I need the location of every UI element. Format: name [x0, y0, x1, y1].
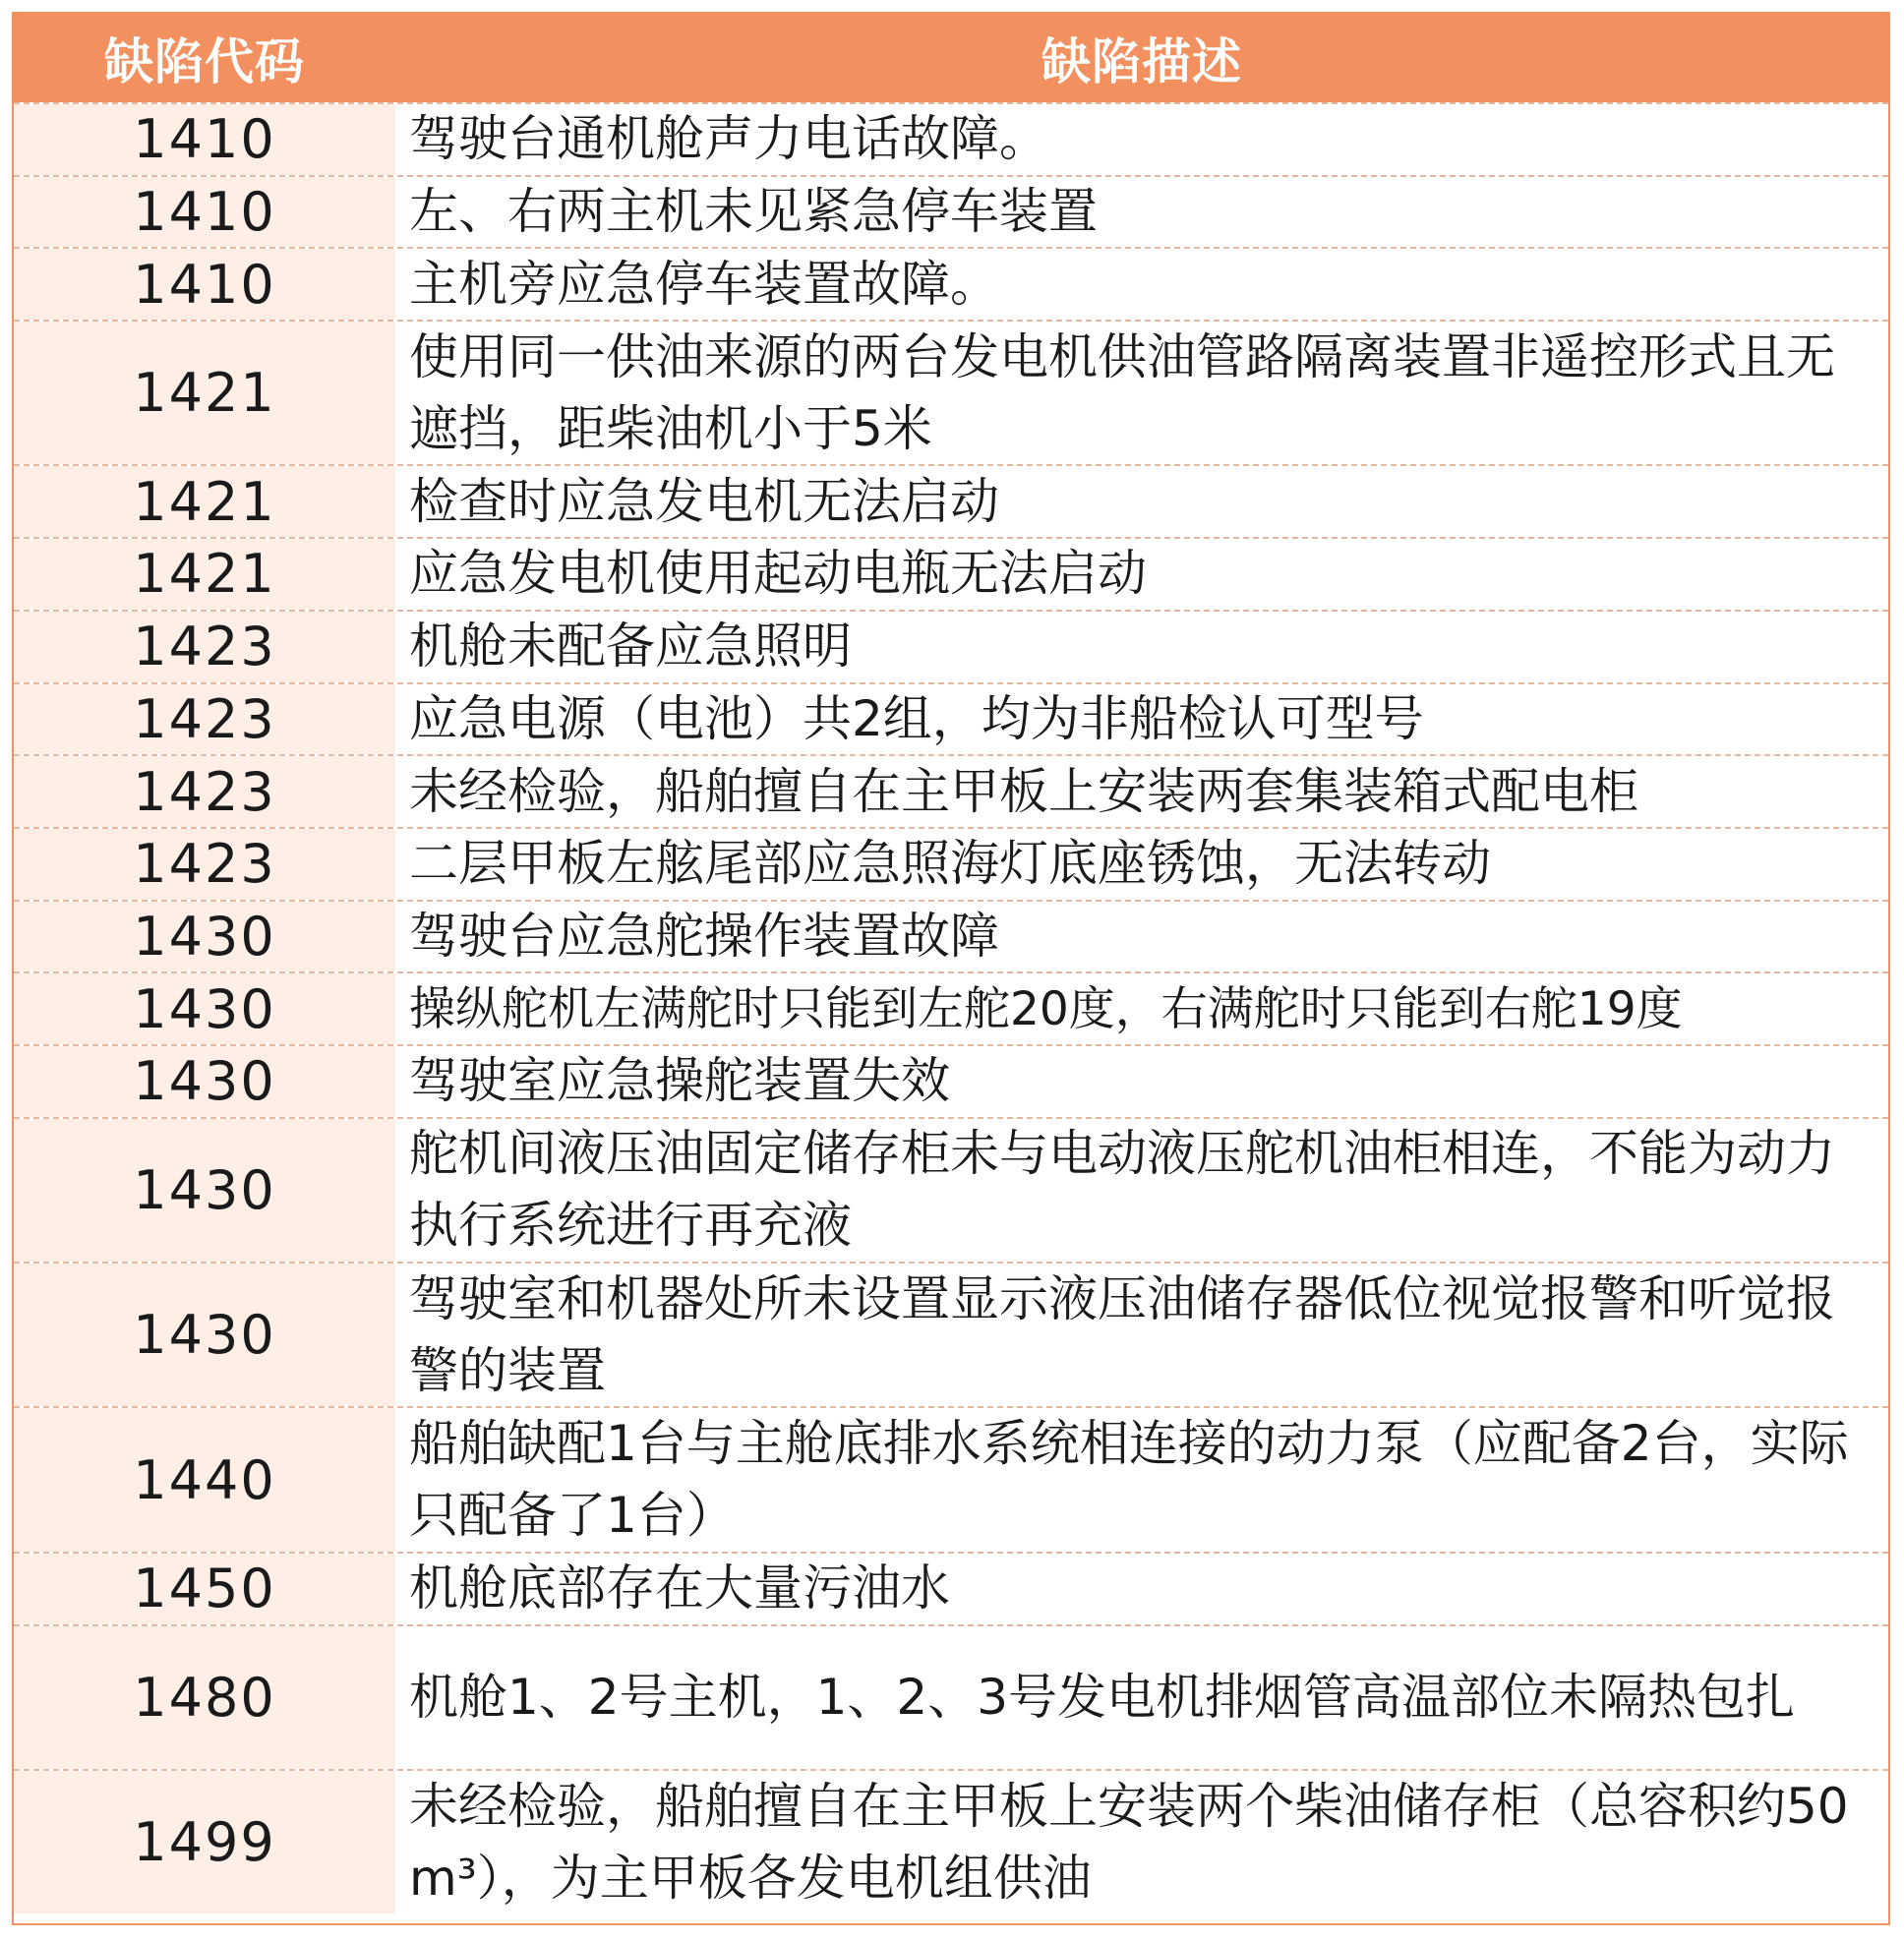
defect-code: 1410	[14, 177, 395, 248]
defect-description: 船舶缺配1台与主舱底排水系统相连接的动力泵（应配备2台，实际只配备了1台）	[409, 1415, 1849, 1545]
table-row	[14, 320, 1888, 464]
defect-description: 驾驶室和机器处所未设置显示液压油储存器低位视觉报警和听觉报警的装置	[409, 1269, 1835, 1399]
table-row	[14, 247, 1888, 320]
table-row	[14, 1262, 1888, 1406]
defect-description: 检查时应急发电机无法启动	[409, 472, 999, 530]
defect-code: 1410	[14, 249, 395, 320]
defect-description: 驾驶室应急操舵装置失效	[409, 1052, 950, 1110]
defect-description: 使用同一供油来源的两台发电机供油管路隔离装置非遥控形式且无遮挡，距柴油机小于5米	[409, 327, 1835, 457]
table-row	[14, 900, 1888, 972]
defect-code: 1480	[14, 1626, 395, 1769]
defect-code: 1430	[14, 973, 395, 1044]
header-description: 缺陷描述	[1041, 33, 1242, 90]
defect-description: 机舱底部存在大量污油水	[409, 1559, 950, 1618]
defect-code: 1421	[14, 322, 395, 464]
defect-description: 应急发电机使用起动电瓶无法启动	[409, 545, 1147, 603]
table-row	[14, 1552, 1888, 1624]
defect-description: 应急电源（电池）共2组，均为非船检认可型号	[409, 689, 1424, 747]
defect-code: 1423	[14, 684, 395, 755]
defect-table	[12, 12, 1890, 1925]
defect-code: 1421	[14, 539, 395, 610]
defect-code: 1430	[14, 1264, 395, 1406]
defect-code: 1440	[14, 1408, 395, 1551]
defect-code: 1430	[14, 902, 395, 972]
header-code: 缺陷代码	[104, 33, 305, 90]
table-row	[14, 610, 1888, 682]
defect-code: 1430	[14, 1046, 395, 1117]
defect-description: 驾驶台通机舱声力电话故障。	[409, 110, 1048, 168]
defect-description: 主机旁应急停车装置故障。	[409, 255, 999, 313]
table-row	[14, 102, 1888, 175]
defect-code: 1421	[14, 466, 395, 537]
table-row	[14, 971, 1888, 1044]
table-row	[14, 175, 1888, 248]
defect-description: 驾驶台应急舵操作装置故障	[409, 907, 999, 965]
defect-description: 操纵舵机左满舵时只能到左舵20度，右满舵时只能到右舵19度	[409, 981, 1683, 1036]
defect-code: 1423	[14, 612, 395, 682]
defect-code: 1499	[14, 1771, 395, 1913]
table-row	[14, 1624, 1888, 1769]
defect-description: 未经检验，船舶擅自在主甲板上安装两套集装箱式配电柜	[409, 762, 1638, 820]
table-row	[14, 1406, 1888, 1551]
table-row	[14, 827, 1888, 900]
defect-code: 1450	[14, 1554, 395, 1624]
defect-code: 1423	[14, 829, 395, 900]
table-row	[14, 1769, 1888, 1913]
defect-code: 1410	[14, 104, 395, 175]
defect-description: 未经检验，船舶擅自在主甲板上安装两个柴油储存柜（总容积约50m³），为主甲板各发电机组供油	[409, 1777, 1849, 1907]
defect-description: 机舱1、2号主机，1、2、3号发电机排烟管高温部位未隔热包扎	[409, 1668, 1796, 1726]
table-row	[14, 464, 1888, 537]
table-row	[14, 682, 1888, 755]
defect-description: 二层甲板左舷尾部应急照海灯底座锈蚀，无法转动	[409, 835, 1491, 893]
table-row	[14, 1044, 1888, 1117]
defect-description: 机舱未配备应急照明	[409, 618, 852, 676]
defect-code: 1423	[14, 756, 395, 827]
defect-description: 左、右两主机未见紧急停车装置	[409, 183, 1098, 241]
defect-description: 舵机间液压油固定储存柜未与电动液压舵机油柜相连，不能为动力执行系统进行再充液	[409, 1125, 1835, 1255]
table-header	[14, 14, 1888, 102]
table-row	[14, 754, 1888, 827]
defect-code: 1430	[14, 1119, 395, 1262]
table-row	[14, 1117, 1888, 1262]
table-row	[14, 537, 1888, 610]
